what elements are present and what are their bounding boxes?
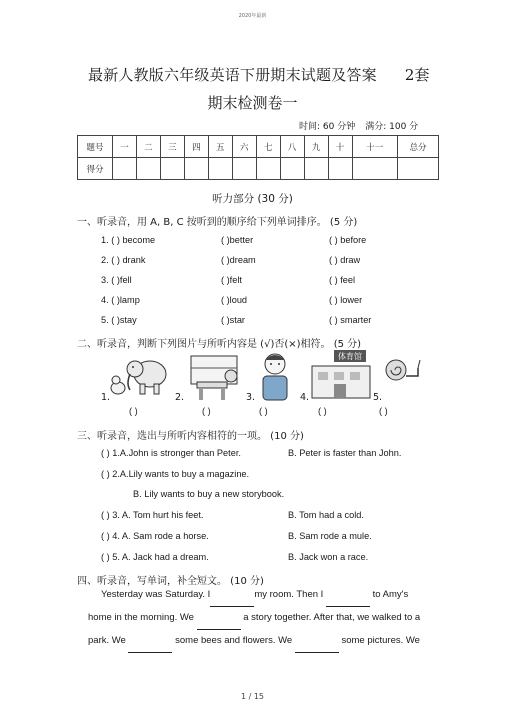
score-cell[interactable] — [280, 158, 304, 180]
title-main: 最新人教版六年级英语下册期末试题及答案 — [88, 66, 377, 84]
answer-blank-1[interactable] — [210, 584, 254, 607]
score-cell[interactable] — [232, 158, 256, 180]
s1-row3-col3: ( ) feel — [329, 275, 356, 285]
table-cell: 总分 — [398, 136, 439, 158]
s3-q1-option-b: B. Peter is faster than John. — [288, 448, 402, 458]
s1-row1-col1: 1. ( ) become — [101, 235, 156, 245]
score-cell[interactable] — [113, 158, 137, 180]
s3-q3-option-b: B. Tom had a cold. — [288, 510, 364, 520]
score-cell[interactable] — [184, 158, 208, 180]
score-cell[interactable] — [352, 158, 397, 180]
table-cell: 九 — [304, 136, 328, 158]
s1-row5-col3: ( ) smarter — [329, 315, 372, 325]
picture-number-2: 2. — [175, 392, 185, 403]
score-cell[interactable] — [136, 158, 160, 180]
s1-row5-col2: ( )star — [221, 315, 245, 325]
picture-boy-thinking — [255, 350, 295, 402]
passage-text: some pictures. We — [341, 635, 420, 646]
score-table-header-row — [78, 136, 439, 158]
picture-number-1: 1. — [101, 392, 111, 403]
picture-number-3: 3. — [246, 392, 256, 403]
s3-q4-option-b: B. Sam rode a mule. — [288, 531, 372, 541]
table-cell: 十一 — [352, 136, 397, 158]
score-cell[interactable] — [160, 158, 184, 180]
answer-blank-3[interactable] — [197, 607, 241, 630]
picture-answer-4[interactable]: ( ) — [318, 406, 327, 416]
s3-q2-option-a: ( ) 2.A.Lily wants to buy a magazine. — [101, 469, 250, 479]
picture-answer-3[interactable]: ( ) — [259, 406, 268, 416]
s1-row5-col1: 5. ( )stay — [101, 315, 137, 325]
s1-row4-col2: ( )loud — [221, 295, 248, 305]
picture-snail — [380, 350, 424, 390]
score-table-score-row — [78, 158, 439, 180]
s1-row4-col1: 4. ( )lamp — [101, 295, 140, 305]
section3-heading: 三、听录音，选出与所听内容相符的一项。 (10 分) — [77, 431, 304, 442]
s3-q5-option-a: ( ) 5. A. Jack had a dream. — [101, 552, 209, 562]
s1-row4-col3: ( ) lower — [329, 295, 363, 305]
title-suffix: 2套 — [404, 66, 430, 84]
table-cell: 三 — [160, 136, 184, 158]
table-cell: 十 — [328, 136, 352, 158]
answer-blank-2[interactable] — [326, 584, 370, 607]
table-cell: 一 — [113, 136, 137, 158]
passage-text: Yesterday was Saturday. I — [101, 589, 211, 600]
table-cell: 五 — [208, 136, 232, 158]
answer-blank-4[interactable] — [128, 630, 172, 653]
picture-gym-building — [308, 348, 374, 402]
passage-text: a story together. After that, we walked to a — [243, 612, 421, 623]
table-cell: 得分 — [78, 158, 113, 180]
picture-desk-room — [183, 352, 245, 402]
score-table — [77, 135, 439, 180]
s1-row1-col3: ( ) before — [329, 235, 367, 245]
s3-q3-option-a: ( ) 3. A. Tom hurt his feet. — [101, 510, 204, 520]
s1-row2-col3: ( ) draw — [329, 255, 361, 265]
picture-number-4: 4. — [300, 392, 310, 403]
score-cell[interactable] — [398, 158, 439, 180]
time-limit: 时间: 60 分钟 — [299, 122, 356, 132]
section2-heading: 二、听录音，判断下列图片与所听内容是 (√)否(×)相符。 (5 分) — [77, 339, 362, 350]
section4-passage — [88, 584, 433, 653]
time-info — [299, 119, 418, 132]
passage-text: home in the morning. We — [88, 612, 194, 623]
document-title — [88, 64, 430, 85]
score-cell[interactable] — [304, 158, 328, 180]
score-cell[interactable] — [256, 158, 280, 180]
picture-answer-2[interactable]: ( ) — [202, 406, 211, 416]
document-subtitle: 期末检测卷一 — [207, 94, 298, 112]
picture-answer-1[interactable]: ( ) — [129, 406, 138, 416]
table-cell: 题号 — [78, 136, 113, 158]
s1-row3-col1: 3. ( )fell — [101, 275, 132, 285]
score-cell[interactable] — [208, 158, 232, 180]
s1-row2-col1: 2. ( ) drank — [101, 255, 146, 265]
table-cell: 八 — [280, 136, 304, 158]
header-watermark: 2020年最新 — [238, 13, 267, 19]
passage-text: park. We — [88, 635, 126, 646]
passage-text: some bees and flowers. We — [175, 635, 293, 646]
s3-q2-option-b: B. Lily wants to buy a new storybook. — [133, 489, 285, 499]
picture-number-5: 5. — [373, 392, 383, 403]
table-cell: 二 — [136, 136, 160, 158]
s3-q4-option-a: ( ) 4. A. Sam rode a horse. — [101, 531, 209, 541]
passage-text: to Amy's — [372, 589, 409, 600]
table-cell: 六 — [232, 136, 256, 158]
table-cell: 四 — [184, 136, 208, 158]
s1-row2-col2: ( )dream — [221, 255, 256, 265]
full-score: 满分: 100 分 — [365, 122, 419, 132]
s3-q1-option-a: ( ) 1.A.John is stronger than Peter. — [101, 448, 241, 458]
gym-sign-text: 体育馆 — [338, 352, 362, 361]
s1-row3-col2: ( )felt — [221, 275, 242, 285]
picture-elephant-toys — [108, 350, 172, 402]
picture-answer-5[interactable]: ( ) — [379, 406, 388, 416]
s3-q5-option-b: B. Jack won a race. — [288, 552, 369, 562]
listening-heading: 听力部分 (30 分) — [212, 193, 293, 205]
section1-heading: 一、听录音，用 A, B, C 按听到的顺序给下列单词排序。 (5 分) — [77, 217, 358, 228]
answer-blank-5[interactable] — [295, 630, 339, 653]
passage-text: my room. Then I — [254, 589, 324, 600]
score-cell[interactable] — [328, 158, 352, 180]
s1-row1-col2: ( )better — [221, 235, 254, 245]
table-cell: 七 — [256, 136, 280, 158]
section4-heading: 四、听录音，写单词，补全短文。 (10 分) — [77, 576, 264, 587]
page-number: 1 / 15 — [240, 692, 265, 701]
